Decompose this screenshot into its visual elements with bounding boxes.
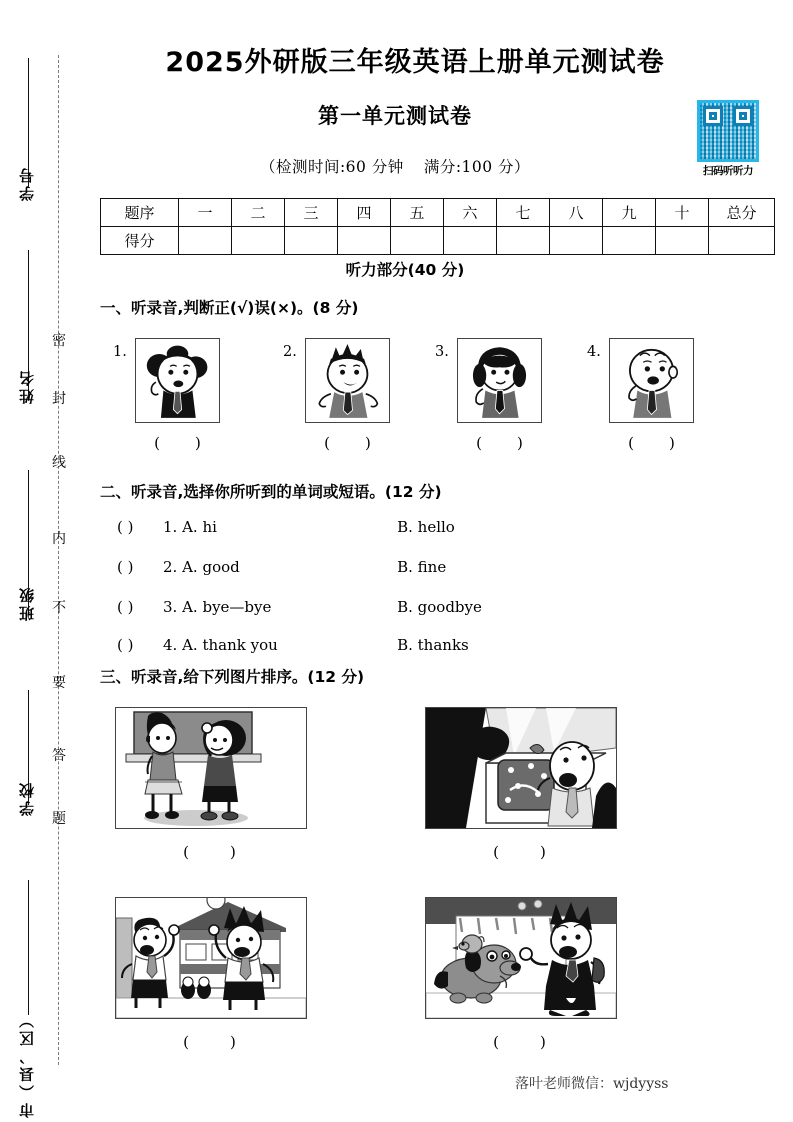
q2-item-1-option-b[interactable]: B. hello xyxy=(397,518,455,536)
paren-right: ) xyxy=(540,1033,547,1051)
boy-and-dog-art xyxy=(426,898,616,1018)
score-col-7: 七 xyxy=(497,199,550,227)
score-table-head-score: 得分 xyxy=(101,227,179,255)
q3-item-3-answer-blank[interactable] xyxy=(115,1033,305,1051)
score-cell-8[interactable] xyxy=(550,227,603,255)
q1-item-2-picture xyxy=(305,338,390,423)
seal-inner-char-feng: 封 xyxy=(52,391,66,407)
paren-left: ( xyxy=(183,843,190,861)
score-col-5: 五 xyxy=(391,199,444,227)
q2-item-3-blank[interactable]: ( ) xyxy=(117,598,134,616)
score-cell-6[interactable] xyxy=(444,227,497,255)
q1-item-1-answer-blank[interactable] xyxy=(133,434,223,452)
q2-item-1-number: 1. xyxy=(163,518,178,536)
seal-label-class: 班级 xyxy=(18,585,36,621)
table-row-problem-numbers xyxy=(101,199,775,227)
q2-item-2-blank[interactable]: ( ) xyxy=(117,558,134,576)
score-col-9: 九 xyxy=(603,199,656,227)
boy-spiky-hair-art xyxy=(306,339,389,422)
listening-part-header: 听力部分(40 分) xyxy=(345,261,465,279)
q3-item-4-answer-blank[interactable] xyxy=(425,1033,615,1051)
q3-item-1 xyxy=(115,707,305,861)
seal-dashed-line xyxy=(58,55,59,1065)
seal-inner-char-yao: 要 xyxy=(52,675,66,691)
paren-right: ) xyxy=(365,434,372,452)
seal-label-school: 学校 xyxy=(18,780,36,816)
paren-right: ) xyxy=(669,434,676,452)
q2-item-3[interactable] xyxy=(117,598,482,616)
seal-inner-char-xian: 线 xyxy=(52,455,66,471)
bald-boy-art xyxy=(610,339,693,422)
q1-item-4-answer-blank[interactable] xyxy=(607,434,697,452)
q2-item-4-option-a[interactable]: A. thank you xyxy=(182,636,278,654)
paren-left: ( xyxy=(493,843,500,861)
page-subtitle: 第一单元测试卷 xyxy=(318,104,472,128)
page-title: 2025外研版三年级英语上册单元测试卷 xyxy=(165,47,665,78)
q3-item-1-picture xyxy=(115,707,307,829)
score-col-1: 一 xyxy=(179,199,232,227)
score-cell-5[interactable] xyxy=(391,227,444,255)
q1-item-1-picture xyxy=(135,338,220,423)
seal-label-name: 姓名 xyxy=(18,368,36,404)
q3-item-2-picture xyxy=(425,707,617,829)
kid-at-window-art xyxy=(426,708,616,828)
q3-item-4 xyxy=(425,897,615,1051)
paren-right: ) xyxy=(517,434,524,452)
q2-item-1[interactable] xyxy=(117,518,455,536)
q1-item-2-answer-blank[interactable] xyxy=(303,434,393,452)
q1-item-3-number: 3. xyxy=(435,344,449,360)
seal-inner-char-bu: 不 xyxy=(52,600,66,616)
table-row-scores xyxy=(101,227,775,255)
paren-right: ) xyxy=(540,843,547,861)
score-cell-9[interactable] xyxy=(603,227,656,255)
seal-solid-line-segment xyxy=(28,880,29,1015)
listening-qr-block[interactable] xyxy=(692,100,764,178)
score-col-3: 三 xyxy=(285,199,338,227)
q3-item-2 xyxy=(425,707,615,861)
seal-margin xyxy=(0,0,95,1122)
q1-item-3-answer-blank[interactable] xyxy=(455,434,545,452)
q2-item-3-option-b[interactable]: B. goodbye xyxy=(397,598,482,616)
score-col-8: 八 xyxy=(550,199,603,227)
seal-label-city-county: 市（县、区） xyxy=(18,1010,36,1118)
score-cell-total[interactable] xyxy=(709,227,775,255)
score-col-4: 四 xyxy=(338,199,391,227)
score-cell-10[interactable] xyxy=(656,227,709,255)
exam-total-score: 满分:100 分） xyxy=(423,158,531,176)
paren-right: ) xyxy=(230,843,237,861)
footer-watermark: 落叶老师微信：wjdyyss xyxy=(515,1076,669,1092)
score-cell-3[interactable] xyxy=(285,227,338,255)
q1-item-1-number: 1. xyxy=(113,344,127,360)
q3-item-2-answer-blank[interactable] xyxy=(425,843,615,861)
exam-sheet xyxy=(95,0,793,1122)
q2-item-4-number: 4. xyxy=(163,636,178,654)
paren-left: ( xyxy=(324,434,331,452)
score-cell-1[interactable] xyxy=(179,227,232,255)
paren-right: ) xyxy=(195,434,202,452)
q3-item-3-picture xyxy=(115,897,307,1019)
paren-left: ( xyxy=(154,434,161,452)
seal-label-student-id: 学号 xyxy=(18,165,36,201)
two-boys-waving-house-art xyxy=(116,898,306,1018)
paren-left: ( xyxy=(493,1033,500,1051)
girl-bob-hair-art xyxy=(458,339,541,422)
q3-item-3 xyxy=(115,897,305,1051)
q2-item-4-blank[interactable]: ( ) xyxy=(117,636,134,654)
q1-item-4-picture xyxy=(609,338,694,423)
q2-item-4-option-b[interactable]: B. thanks xyxy=(397,636,469,654)
score-cell-7[interactable] xyxy=(497,227,550,255)
score-col-2: 二 xyxy=(232,199,285,227)
girl-bun-hair-art xyxy=(136,339,219,422)
score-col-6: 六 xyxy=(444,199,497,227)
question-2-stem: 二、听录音,选择你所听到的单词或短语。(12 分) xyxy=(100,483,442,501)
score-col-10: 十 xyxy=(656,199,709,227)
paren-left: ( xyxy=(183,1033,190,1051)
score-cell-4[interactable] xyxy=(338,227,391,255)
score-table-head-problem: 题序 xyxy=(101,199,179,227)
question-3-stem: 三、听录音,给下列图片排序。(12 分) xyxy=(100,668,365,686)
paren-left: ( xyxy=(476,434,483,452)
seal-inner-char-nei: 内 xyxy=(52,531,66,547)
q2-item-1-option-a[interactable]: A. hi xyxy=(182,518,217,536)
qr-caption: 扫码听听力 xyxy=(703,165,753,177)
q2-item-2[interactable] xyxy=(117,558,446,576)
q2-item-1-blank[interactable]: ( ) xyxy=(117,518,134,536)
question-1-stem: 一、听录音,判断正(√)误(×)。(8 分) xyxy=(100,299,359,317)
seal-inner-char-mi: 密 xyxy=(52,333,66,349)
score-cell-2[interactable] xyxy=(232,227,285,255)
q1-item-4-number: 4. xyxy=(587,344,601,360)
two-kids-blackboard-art xyxy=(116,708,306,828)
score-table xyxy=(100,198,775,255)
score-col-total: 总分 xyxy=(709,199,775,227)
q2-item-2-option-b[interactable]: B. fine xyxy=(397,558,447,576)
seal-inner-char-ti: 题 xyxy=(52,811,66,827)
q2-item-3-option-a[interactable]: A. bye—bye xyxy=(182,598,272,616)
paren-right: ) xyxy=(230,1033,237,1051)
qr-code-icon[interactable] xyxy=(697,100,759,162)
q3-item-1-answer-blank[interactable] xyxy=(115,843,305,861)
q1-item-2-number: 2. xyxy=(283,344,297,360)
q1-item-3-picture xyxy=(457,338,542,423)
exam-meta xyxy=(95,155,695,177)
q3-item-4-picture xyxy=(425,897,617,1019)
paren-left: ( xyxy=(628,434,635,452)
q2-item-4[interactable] xyxy=(117,636,469,654)
seal-inner-char-da: 答 xyxy=(52,748,66,764)
q2-item-3-number: 3. xyxy=(163,598,178,616)
exam-duration: （检测时间:60 分钟 xyxy=(259,158,404,176)
q2-item-2-number: 2. xyxy=(163,558,178,576)
q2-item-2-option-a[interactable]: A. good xyxy=(182,558,240,576)
